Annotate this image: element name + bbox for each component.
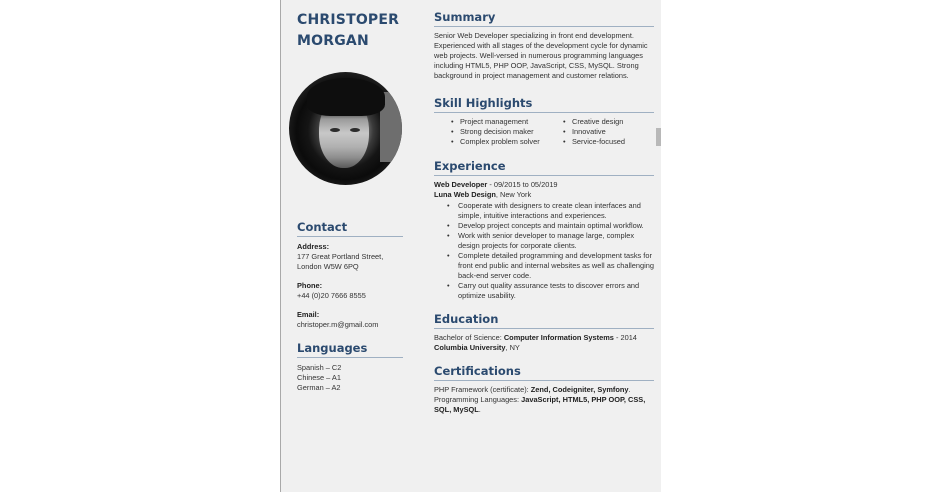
degree-year: - 2014: [613, 333, 637, 342]
skills-grid: [434, 117, 654, 147]
phone-block: [297, 281, 403, 301]
skills-column-2: [546, 117, 625, 147]
job-duties: [434, 201, 654, 301]
duty-item: • Work with senior developer to manage large, complex design projects for corporate clients.: [434, 231, 654, 251]
degree-field: Computer Information Systems: [503, 333, 614, 342]
photo-eye-right: [350, 128, 360, 132]
languages-heading: Languages: [297, 341, 403, 358]
job-header: [434, 180, 654, 200]
skills-column-1: [434, 117, 546, 147]
cert-2-prefix: Programming Languages:: [434, 395, 522, 404]
language-item: German – A2: [297, 383, 341, 392]
certifications-heading: Certifications: [434, 364, 654, 381]
address-line1: 177 Great Portland Street,: [297, 252, 384, 261]
summary-text: Senior Web Developer specializing in front end development. Experienced with all stages of the development cycle for dynamic web projects. Well-versed in numerous programming languages including HTML5, PHP OOP, JavaScript, CSS, MySQL. Strong background in project management and customer relations.: [434, 31, 648, 80]
skill-item: • Innovative: [546, 127, 625, 137]
duty-item: • Complete detailed programming and development tasks for front end public and internal websites as well as challenging back-end server code.: [434, 251, 654, 281]
cert-1-items: Zend, Codeigniter, Symfony: [530, 385, 629, 394]
summary-heading: Summary: [434, 10, 654, 27]
company-location: , New York: [495, 190, 532, 199]
school-location: , NY: [505, 343, 520, 352]
photo-eye-left: [330, 128, 340, 132]
cert-line-1: [434, 385, 654, 395]
skills-heading: Skill Highlights: [434, 96, 654, 113]
email-label: Email:: [297, 310, 320, 319]
email-value: christoper.m@gmail.com: [297, 320, 379, 329]
summary-section: [434, 10, 654, 81]
certifications-section: [434, 364, 654, 415]
cert-1-prefix: PHP Framework (certificate):: [434, 385, 531, 394]
company-name: Luna Web Design: [434, 190, 496, 199]
phone-label: Phone:: [297, 281, 323, 290]
skills-section: [434, 96, 654, 147]
address-label: Address:: [297, 242, 330, 251]
skill-item: • Strong decision maker: [434, 127, 546, 137]
experience-section: [434, 159, 654, 301]
duty-item: • Develop project concepts and maintain optimal workflow.: [434, 221, 654, 231]
skill-item: • Complex problem solver: [434, 137, 546, 147]
languages-list: [297, 363, 403, 393]
name-last: MORGAN: [297, 33, 369, 49]
school-name: Columbia University: [434, 343, 506, 352]
contact-section: [297, 220, 403, 330]
experience-heading: Experience: [434, 159, 654, 176]
education-heading: Education: [434, 312, 654, 329]
contact-heading: Contact: [297, 220, 403, 237]
skill-item: • Creative design: [546, 117, 625, 127]
address-block: [297, 242, 403, 272]
language-item: Spanish – C2: [297, 363, 342, 372]
company-line: [434, 190, 654, 200]
degree-prefix: Bachelor of Science:: [434, 333, 504, 342]
phone-value: +44 (0)20 7666 8555: [297, 291, 366, 300]
job-title: Web Developer: [434, 180, 488, 189]
profile-photo: [289, 72, 402, 185]
name-first: CHRISTOPER: [297, 12, 400, 28]
degree-line: [434, 333, 654, 343]
education-section: [434, 312, 654, 353]
job-dates: - 09/2015 to 05/2019: [487, 180, 558, 189]
languages-section: [297, 341, 403, 393]
certifications-body: [434, 385, 654, 415]
education-body: [434, 333, 654, 353]
duty-item: • Carry out quality assurance tests to discover errors and optimize usability.: [434, 281, 654, 301]
cert-1-suffix: .: [628, 385, 631, 394]
cert-2-suffix: .: [478, 405, 481, 414]
candidate-name: [297, 10, 399, 52]
resume-page: [280, 0, 661, 492]
scrollbar-thumb[interactable]: [656, 128, 661, 146]
cert-2-items: JavaScript, HTML5, PHP OOP, CSS, SQL, MySQL: [434, 395, 646, 414]
skill-item: • Service-focused: [546, 137, 625, 147]
cert-line-2: [434, 395, 654, 415]
job-title-line: [434, 180, 654, 190]
language-item: Chinese – A1: [297, 373, 341, 382]
email-block: [297, 310, 403, 330]
address-line2: London W5W 6PQ: [297, 262, 359, 271]
skill-item: • Project management: [434, 117, 546, 127]
school-line: [434, 343, 654, 353]
duty-item: • Cooperate with designers to create clean interfaces and simple, intuitive interactions and experiences.: [434, 201, 654, 221]
photo-hair: [307, 78, 385, 116]
